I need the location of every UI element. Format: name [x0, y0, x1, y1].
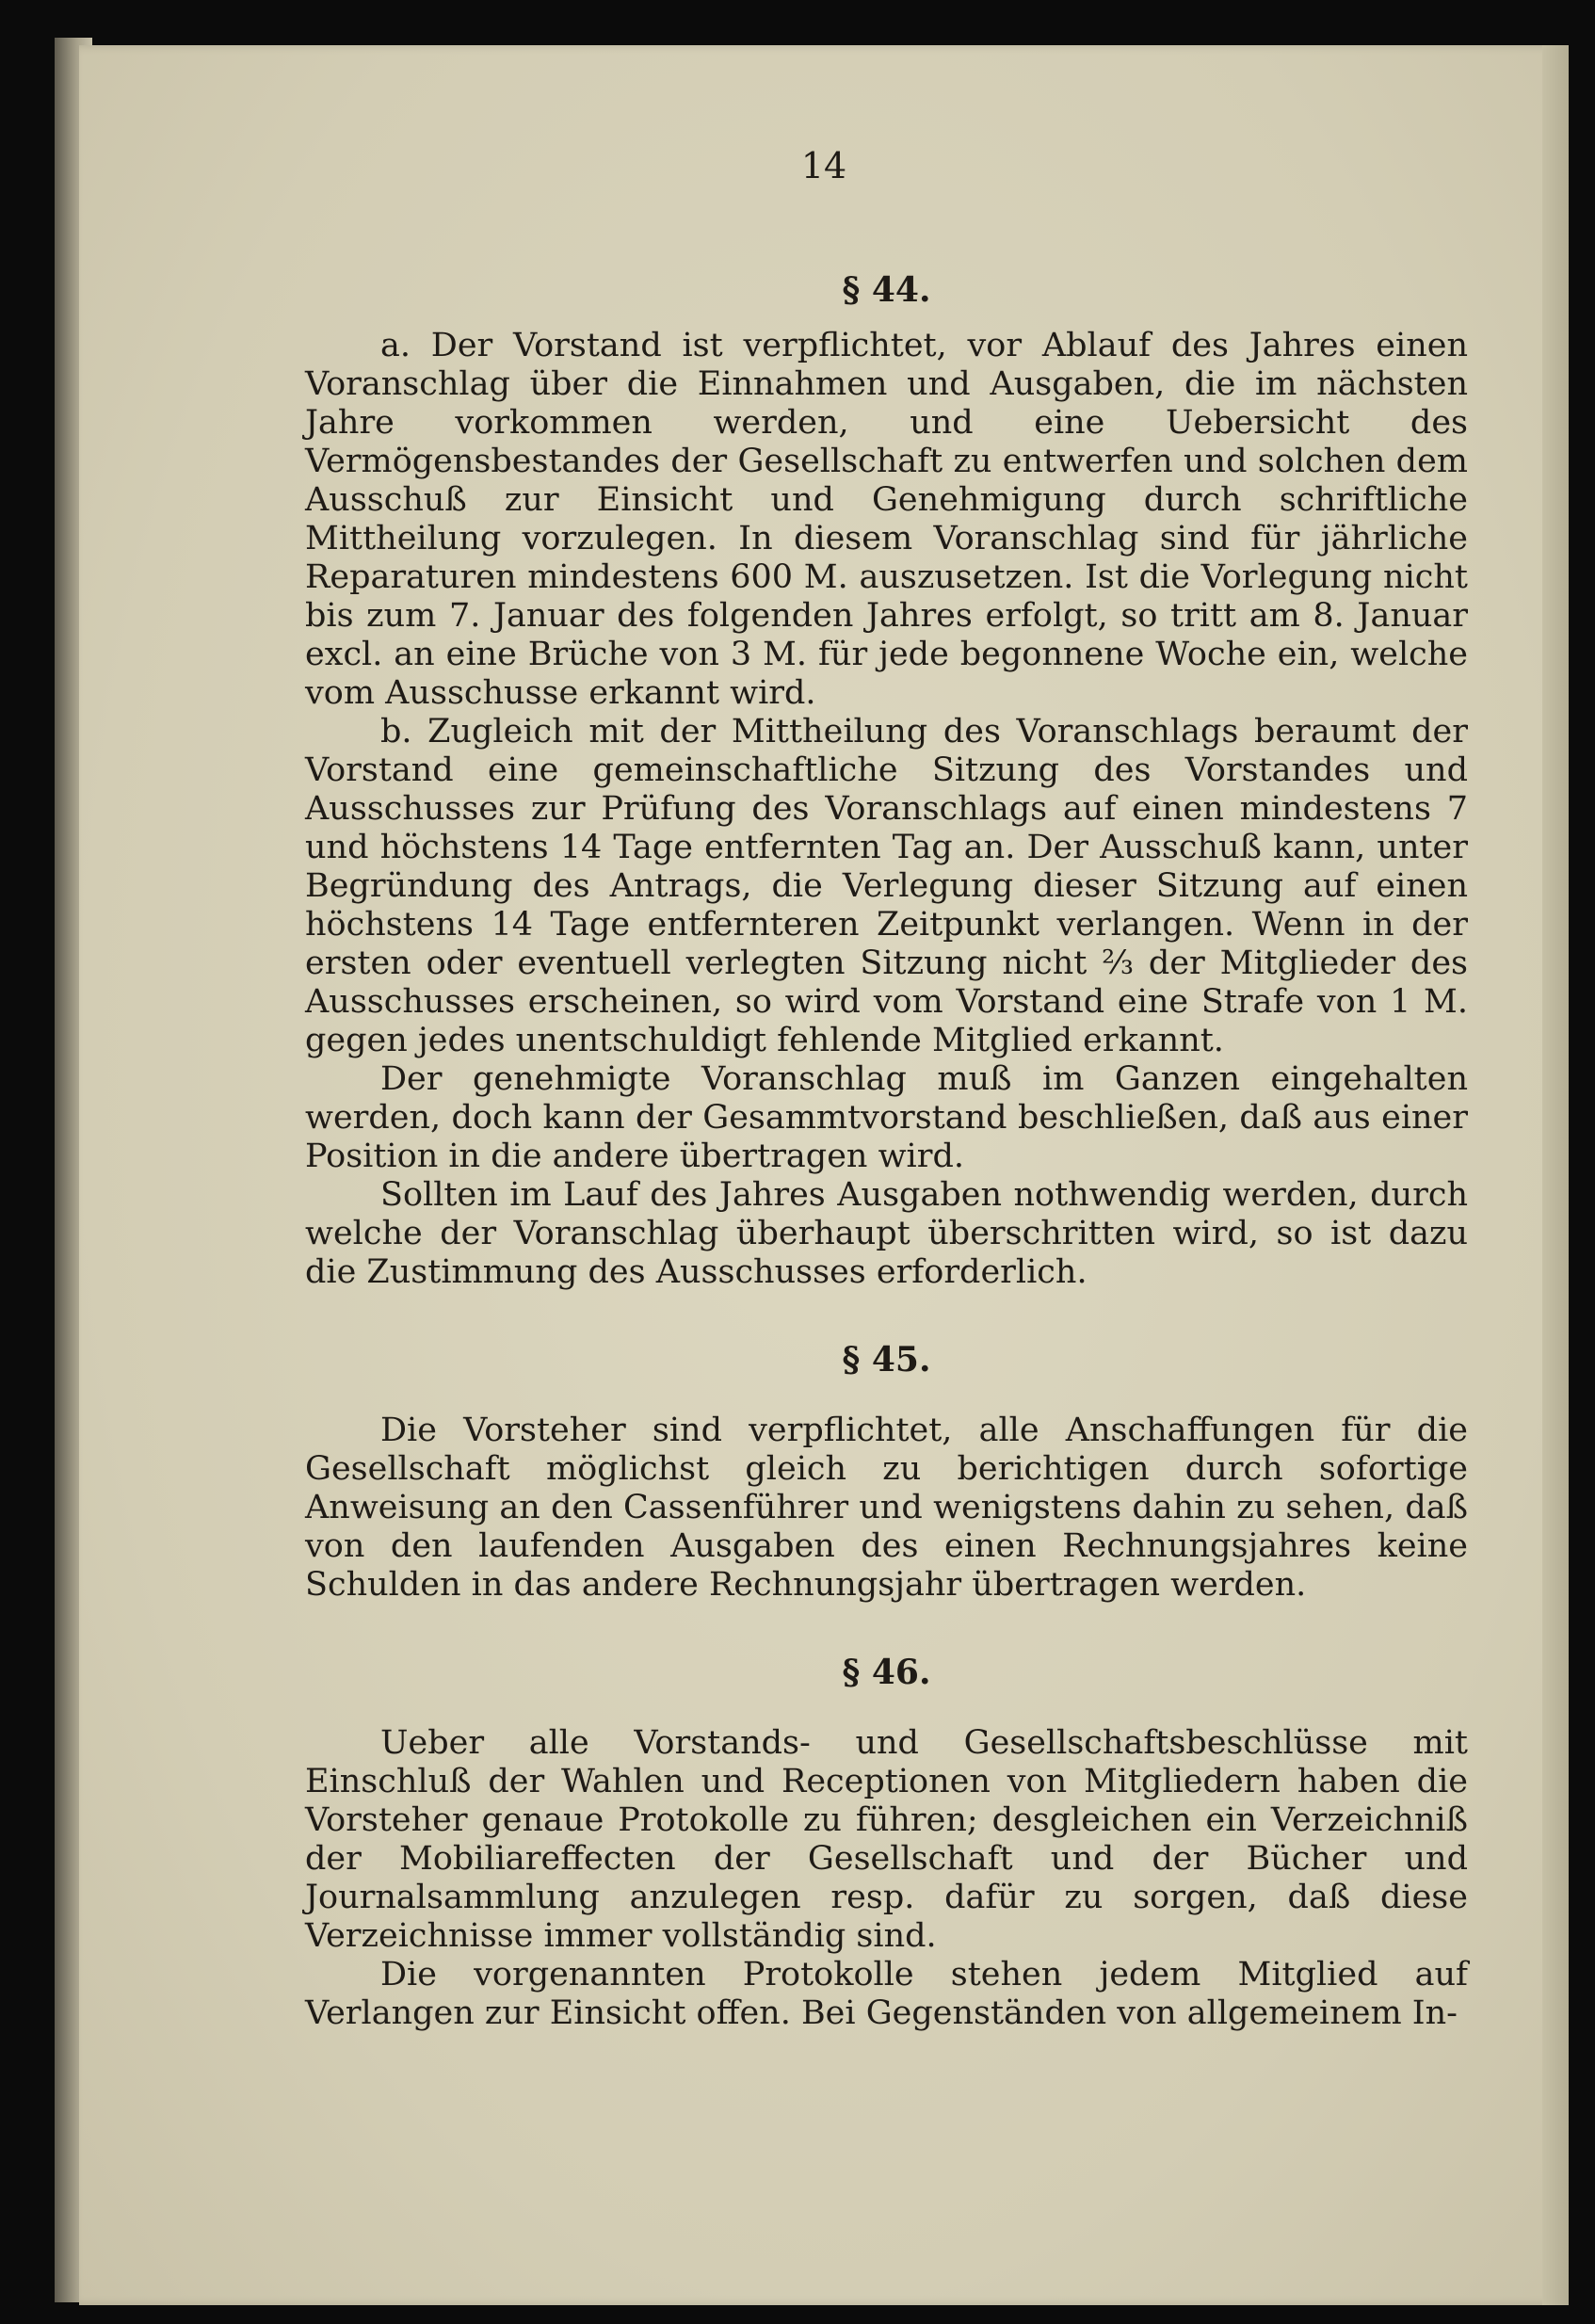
section-heading-45: § 45.	[842, 1340, 931, 1380]
section-heading-44: § 44.	[842, 270, 931, 310]
paragraph-44c: Der genehmigte Voranschlag muß im Ganzen eingehalten werden, doch kann der Gesammtvorstand beschließen, daß aus einer Position in die andere übertragen wird.	[305, 1060, 1468, 1175]
paragraph-44b: b. Zugleich mit der Mittheilung des Voranschlags beraumt der Vorstand eine gemeinschaftliche Sitzung des Vorstandes und Ausschusses zur Prüfung des Voranschlags auf einen mindestens 7 und höchstens 14 Tage entfernten Tag an. Der Ausschuß kann, unter Begründung des Antrags, die Verlegung dieser Sitzung auf einen höchstens 14 Tage entfernteren Zeitpunkt verlangen. Wenn in der ersten oder eventuell verlegten Sitzung nicht ²⁄₃ der Mitglieder des Ausschusses erscheinen, so wird vom Vorstand eine Strafe von 1 M. gegen jedes unentschuldigt fehlende Mitglied erkannt.	[305, 713, 1468, 1059]
page-number: 14	[800, 145, 847, 186]
paragraph-44d: Sollten im Lauf des Jahres Ausgaben nothwendig werden, durch welche der Voranschlag überhaupt überschritten wird, so ist dazu die Zustimmung des Ausschusses erforderlich.	[305, 1176, 1468, 1291]
paragraph-46a: Ueber alle Vorstands- und Gesellschaftsbeschlüsse mit Einschluß der Wahlen und Receptionen von Mitgliedern haben die Vorsteher genaue Protokolle zu führen; desgleichen ein Verzeichniß der Mobiliareffecten der Gesellschaft und der Bücher und Journalsammlung anzulegen resp. dafür zu sorgen, daß diese Verzeichnisse immer vollständig sind.	[305, 1724, 1468, 1955]
section-heading-46: § 46.	[842, 1653, 931, 1692]
paragraph-46b: Die vorgenannten Protokolle stehen jedem Mitglied auf Verlangen zur Einsicht offen. Bei Gegenständen von allgemeinem In-	[305, 1956, 1468, 2032]
paragraph-44a: a. Der Vorstand ist verpflichtet, vor Ablauf des Jahres einen Voranschlag über die Einnahmen und Ausgaben, die im nächsten Jahre vorkommen werden, und eine Uebersicht des Vermögensbestandes der Gesellschaft zu entwerfen und solchen dem Ausschuß zur Einsicht und Genehmigung durch schriftliche Mittheilung vorzulegen. In diesem Voranschlag sind für jährliche Reparaturen mindestens 600 M. auszusetzen. Ist die Vorlegung nicht bis zum 7. Januar des folgenden Jahres erfolgt, so tritt am 8. Januar excl. an eine Brüche von 3 M. für jede begonnene Woche ein, welche vom Ausschusse erkannt wird.	[305, 327, 1468, 712]
book-page	[79, 45, 1569, 2305]
page-body	[305, 271, 1468, 2033]
page-edge-right	[1542, 45, 1569, 2305]
paragraph-45: Die Vorsteher sind verpflichtet, alle Anschaffungen für die Gesellschaft möglichst gleich zu berichtigen durch sofortige Anweisung an den Cassenführer und wenigstens dahin zu sehen, daß von den laufenden Ausgaben des einen Rechnungsjahres keine Schulden in das andere Rechnungsjahr übertragen werden.	[305, 1412, 1468, 1604]
